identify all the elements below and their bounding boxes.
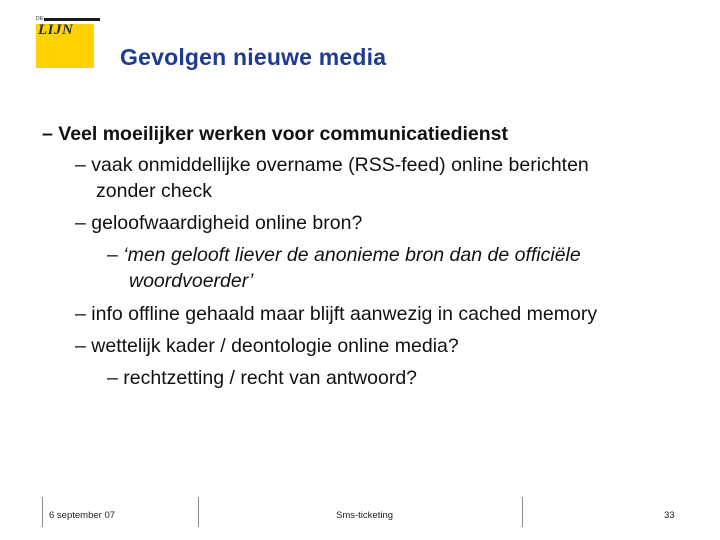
footer-topic: Sms-ticketing bbox=[336, 510, 394, 521]
slide-footer bbox=[0, 497, 720, 527]
slide-title: Gevolgen nieuwe media bbox=[120, 44, 387, 70]
bullet-level1: – Veel moeilijker werken voor communicatiedienst bbox=[42, 123, 509, 145]
footer-divider bbox=[198, 497, 199, 527]
bullet-level3-quote bbox=[107, 243, 581, 267]
lijn-logo bbox=[36, 14, 108, 70]
logo-top-text: DE bbox=[36, 16, 44, 22]
footer-divider bbox=[42, 497, 43, 527]
bullet-level2: – geloofwaardigheid online bron? bbox=[75, 212, 363, 234]
bullet-level2: – wettelijk kader / deontologie online media? bbox=[75, 335, 459, 357]
page-number: 33 bbox=[664, 510, 675, 521]
footer-divider bbox=[522, 497, 523, 527]
bullet-level2-continuation: zonder check bbox=[96, 180, 212, 202]
quote-text: ‘men gelooft liever de anonieme bron dan de officiële bbox=[123, 244, 581, 266]
bullet-dash: – bbox=[107, 244, 124, 266]
logo-wordmark: LIJN bbox=[38, 22, 74, 38]
footer-date: 6 september 07 bbox=[49, 510, 116, 521]
bullet-level2: – info offline gehaald maar blijft aanwezig in cached memory bbox=[75, 303, 598, 325]
bullet-level2: – vaak onmiddellijke overname (RSS-feed) online berichten bbox=[75, 154, 589, 176]
bullet-level3-quote-continuation: woordvoerder’ bbox=[129, 270, 254, 292]
bullet-level3: – rechtzetting / recht van antwoord? bbox=[107, 367, 418, 389]
logo-top-line bbox=[44, 18, 100, 21]
